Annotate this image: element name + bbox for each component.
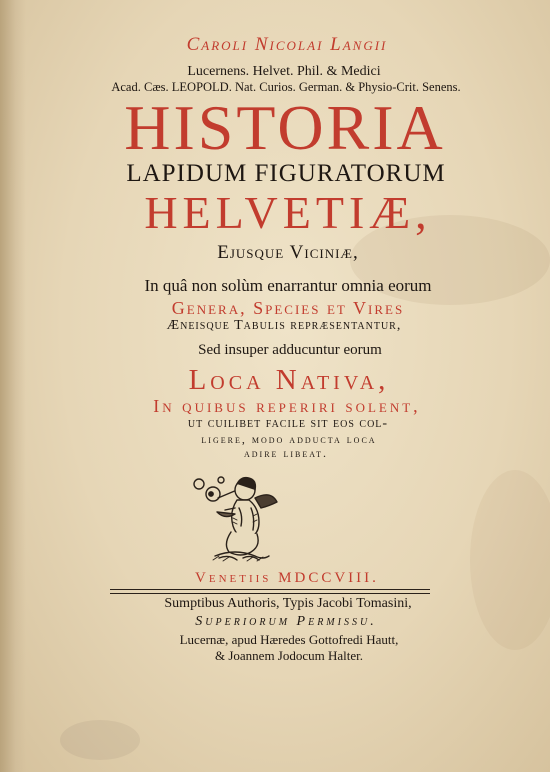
author-name: Caroli Nicolai Langii	[186, 34, 388, 55]
cherub-blowing-bubbles-icon	[185, 468, 285, 564]
divider-rule	[110, 593, 430, 594]
description-line-1: In quâ non solùm enarrantur omnia eorum	[144, 276, 432, 295]
title-historia: HISTORIA	[124, 92, 446, 163]
publisher-line-4: & Joannem Jodocum Halter.	[214, 648, 364, 663]
loca-line-3: ut cuilibet facile sit eos col-	[187, 416, 389, 431]
publisher-line-3: Lucernæ, apud Hæredes Gottofredi Hautt,	[179, 632, 399, 647]
title-helvetiae: HELVETIÆ,	[144, 187, 432, 238]
divider-rule	[110, 589, 430, 590]
publisher-permission: Superiorum Permissu.	[195, 614, 377, 629]
title-viciniae: Ejusque Viciniæ,	[217, 242, 359, 263]
loca-line-5: adire libeat.	[244, 446, 328, 460]
title-lapidum: LAPIDUM FIGURATORUM	[126, 160, 446, 187]
publisher-line-1: Sumptibus Authoris, Typis Jacobi Tomasini,	[164, 596, 412, 611]
description-line-3: Æneisque Tabulis repræsentantur,	[166, 318, 402, 333]
description-genera: Genera, Species et Vires	[171, 298, 405, 318]
author-affiliation-2: Acad. Cæs. LEOPOLD. Nat. Curios. German. & Physio-Crit. Senens.	[111, 80, 461, 94]
loca-line-4: ligere, modo adducta loca	[201, 432, 377, 446]
loca-line-2: In quibus reperiri solent,	[153, 396, 421, 416]
author-affiliation-1: Lucernens. Helvet. Phil. & Medici	[187, 64, 381, 79]
description-line-4: Sed insuper adducuntur eorum	[198, 342, 382, 358]
loca-nativa: Loca Nativa,	[188, 364, 390, 396]
imprint-place-date: Venetiis MDCCVIII.	[195, 570, 379, 586]
paper-stain	[60, 720, 140, 760]
